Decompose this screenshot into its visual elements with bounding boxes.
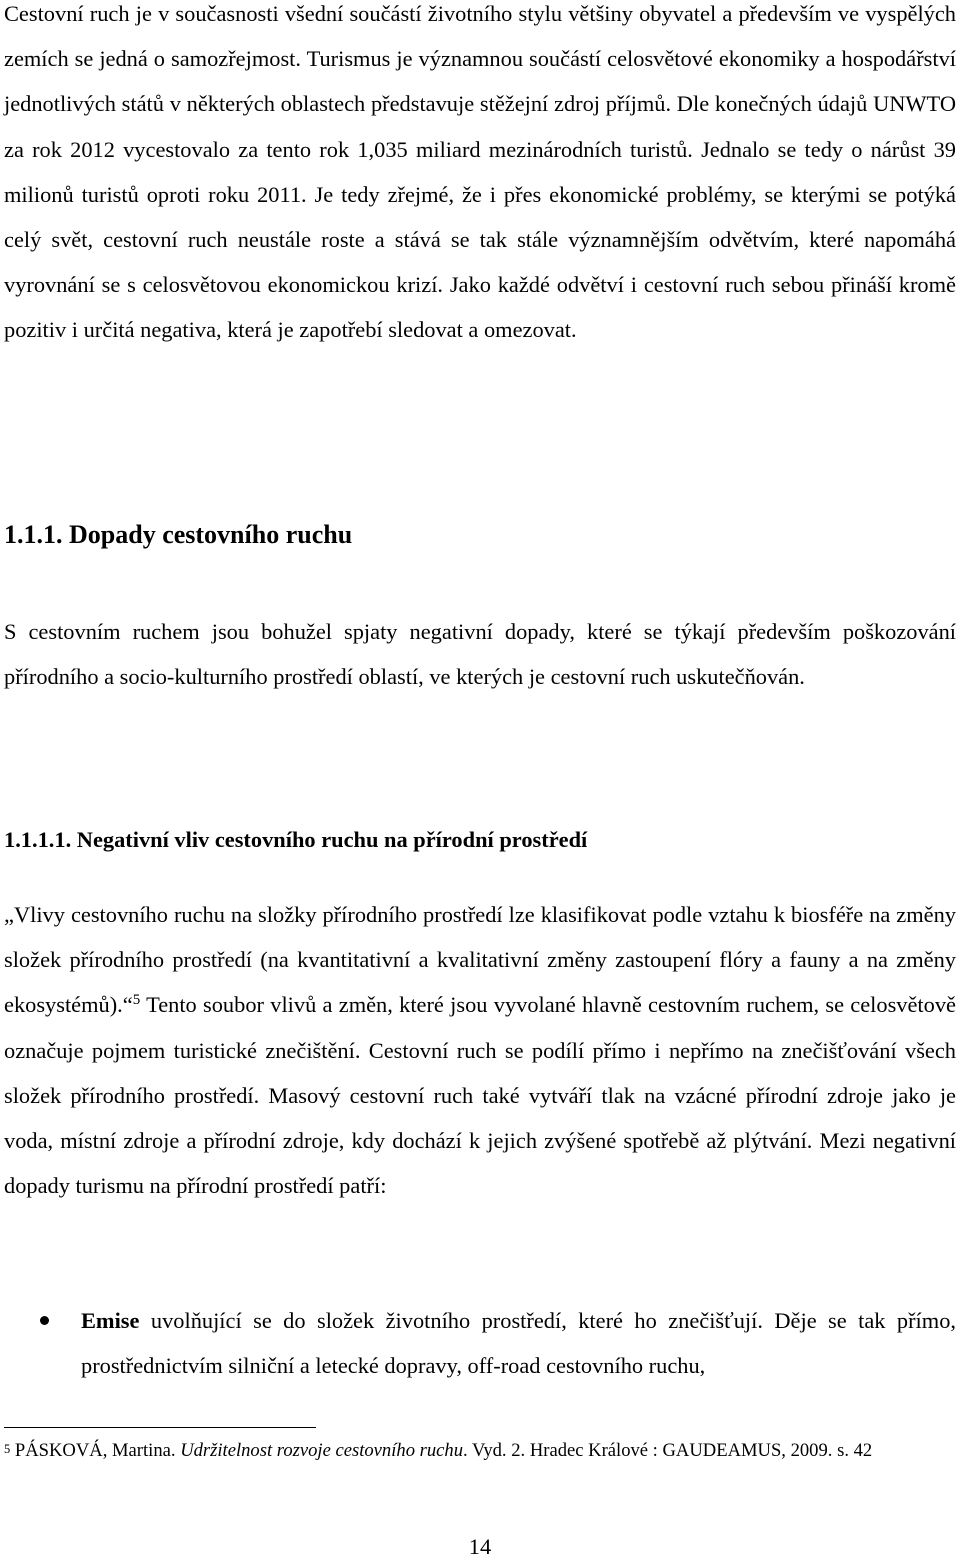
quote-text: „Vlivy cestovního ruchu na složky přírodního prostředí lze klasifikovat podle vztahu k biosféře na změny složek přírodního prostředí (na kvantitativní a kvalitativní změny zastoupení flóry a fauny a na změny ekosystémů).“	[4, 902, 956, 1018]
footnote-separator	[4, 1427, 316, 1428]
bullet-item-text: uvolňující se do složek životního prostředí, které ho znečišťují. Děje se tak přímo, prostřednictvím silniční a letecké dopravy, off-road cestovního ruchu,	[81, 1308, 956, 1379]
footnote-title: Udržitelnost rozvoje cestovního ruchu	[180, 1440, 464, 1461]
footnote-number: 5	[4, 1442, 11, 1456]
quote-continuation: Tento soubor vlivů a změn, které jsou vyvolané hlavně cestovním ruchem, se celosvětově označuje pojmem turistické znečištění. Cestovní ruch se podílí přímo i nepřímo na znečišťování všech složek přírodního prostředí. Masový cestovní ruch také vytváří tlak na vzácné přírodní zdroje jako je voda, místní zdroje a přírodní zdroje, kdy dochází k jejich zvýšené spotřebě až plýtvání. Mezi negativní dopady turismu na přírodní prostředí patří:	[4, 992, 956, 1199]
footnote-author: PÁSKOVÁ, Martina.	[10, 1440, 181, 1461]
heading-negative-impact: 1.1.1.1. Negativní vliv cestovního ruchu na přírodní prostředí	[4, 827, 588, 852]
footnote	[4, 1438, 954, 1464]
paragraph-impacts: S cestovním ruchem jsou bohužel spjaty negativní dopady, které se týkají především poškozování přírodního a socio-kulturního prostředí oblastí, ve kterých je cestovní ruch uskutečňován.	[4, 619, 956, 690]
bullet-point-icon	[40, 1316, 49, 1325]
footnote-details: . Vyd. 2. Hradec Králové : GAUDEAMUS, 2009. s. 42	[463, 1440, 873, 1461]
bullet-item-term: Emise	[81, 1308, 140, 1333]
paragraph-quote	[4, 892, 956, 1208]
page-number: 14	[468, 1534, 492, 1559]
bullet-item	[81, 1298, 956, 1388]
paragraph-intro: Cestovní ruch je v současnosti všední součástí životního stylu většiny obyvatel a především ve vyspělých zemích se jedná o samozřejmost. Turismus je významnou součástí celosvětové ekonomiky a hospodářství jednotlivých států v některých oblastech představuje stěžejní zdroj příjmů. Dle konečných údajů UNWTO za rok 2012 vycestovalo za tento rok 1,035 miliard mezinárodních turistů. Jednalo se tedy o nárůst 39 milionů turistů oproti roku 2011. Je tedy zřejmé, že i přes ekonomické problémy, se kterými se potýká celý svět, cestovní ruch neustále roste a stává se tak stále významnějším odvětvím, které napomáhá vyrovnání se s celosvětovou ekonomickou krizí. Jako každé odvětví i cestovní ruch sebou přináší kromě pozitiv i určitá negativa, která je zapotřebí sledovat a omezovat.	[4, 1, 956, 343]
footnote-reference: 5	[132, 992, 141, 1009]
heading-impacts: 1.1.1. Dopady cestovního ruchu	[4, 520, 353, 549]
